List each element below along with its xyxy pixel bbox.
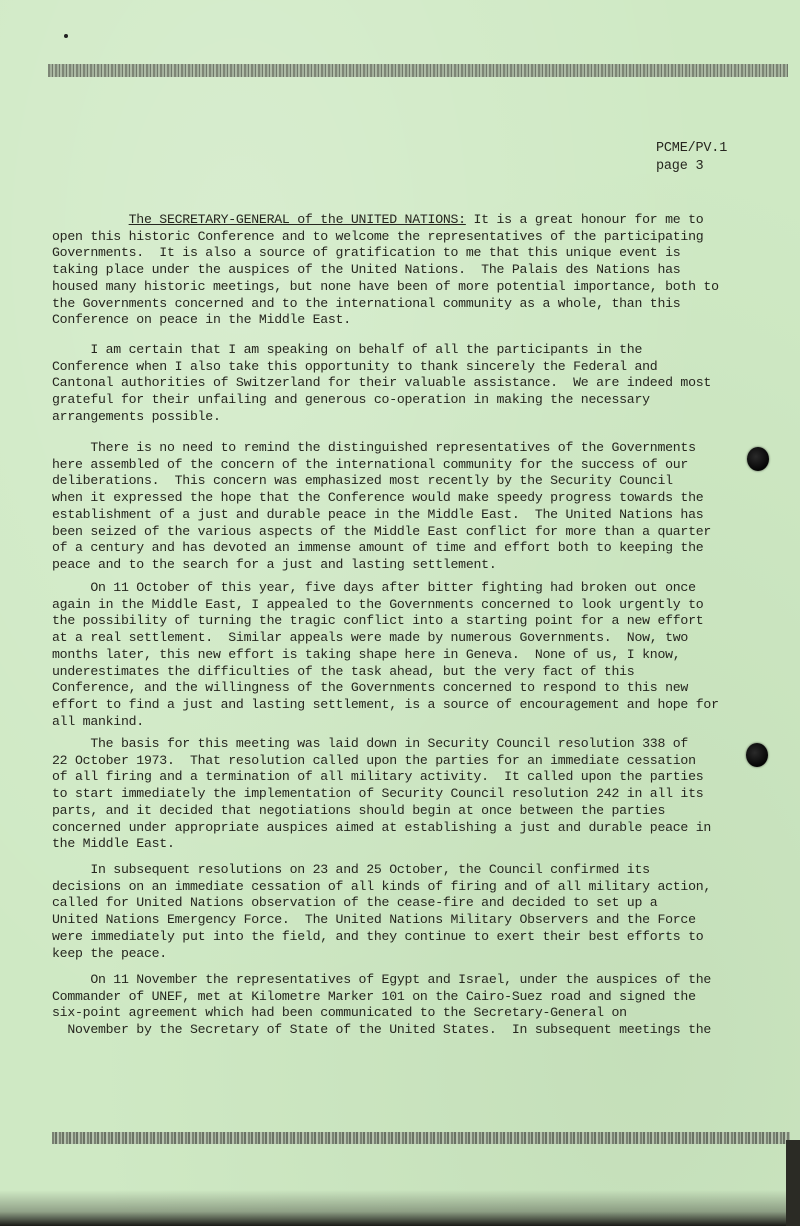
text-line: taking place under the auspices of the United Nations. The Palais des Nations has <box>52 262 681 278</box>
paragraph <box>52 736 711 853</box>
text-line: establishment of a just and durable peace in the Middle East. The United Nations has <box>52 506 704 522</box>
stray-ink-mark <box>64 34 68 38</box>
text-line: the possibility of turning the tragic conflict into a starting point for a new effort <box>52 613 704 629</box>
text-line: underestimates the difficulties of the task ahead, but the very fact of this <box>52 663 635 679</box>
text-line: decisions on an immediate cessation of all kinds of firing and of all military action, <box>52 878 712 894</box>
text-line: effort to find a just and lasting settlement, is a source of encouragement and hope for <box>52 696 719 712</box>
scan-shadow <box>0 1190 800 1226</box>
text-line: here assembled of the concern of the international community for the success of our <box>52 456 689 472</box>
document-reference <box>656 140 727 176</box>
text-line: of a century and has devoted an immense amount of time and effort both to keeping the <box>52 540 704 556</box>
text-line: Conference on peace in the Middle East. <box>52 312 351 328</box>
text-line: six-point agreement which had been communicated to the Secretary-General on <box>52 1005 627 1021</box>
text-line: keep the peace. <box>52 945 167 961</box>
text-line: The basis for this meeting was laid down in Security Council resolution 338 of <box>52 736 689 751</box>
text-line: open this historic Conference and to welcome the representatives of the participating <box>52 228 704 244</box>
paragraph <box>52 212 719 329</box>
text-line: at a real settlement. Similar appeals were made by numerous Governments. Now, two <box>52 630 689 646</box>
text-line: In subsequent resolutions on 23 and 25 October, the Council confirmed its <box>52 862 650 877</box>
text-line: November by the Secretary of State of the United States. In subsequent meetings the <box>52 1022 712 1038</box>
text-line: arrangements possible. <box>52 408 221 424</box>
text-line: when it expressed the hope that the Conference would make speedy progress towards the <box>52 490 704 506</box>
text-line: Governments. It is also a source of gratification to me that this unique event is <box>52 245 681 261</box>
text-line <box>52 212 719 229</box>
text-line: of all firing and a termination of all military activity. It called upon the parties <box>52 769 704 785</box>
text-line: been seized of the various aspects of the Middle East conflict for more than a quarter <box>52 523 712 539</box>
speaker-heading: The SECRETARY-GENERAL of the UNITED NATIONS: <box>128 212 466 227</box>
text-line: On 11 November the representatives of Egypt and Israel, under the auspices of the <box>52 972 712 987</box>
text-line: United Nations Emergency Force. The United Nations Military Observers and the Force <box>52 912 696 928</box>
paragraph <box>52 862 711 962</box>
text-line: concerned under appropriate auspices aimed at establishing a just and durable peace in <box>52 819 712 835</box>
text-line: all mankind. <box>52 713 144 729</box>
text-line: housed many historic meetings, but none have been of more potential importance, both to <box>52 278 719 294</box>
text-line: again in the Middle East, I appealed to the Governments concerned to look urgently to <box>52 596 704 612</box>
text-line: 22 October 1973. That resolution called upon the parties for an immediate cessation <box>52 752 696 768</box>
paragraph <box>52 440 711 574</box>
text-line: On 11 October of this year, five days after bitter fighting had broken out once <box>52 580 696 595</box>
paragraph <box>52 972 711 1039</box>
text-line: called for United Nations observation of the cease-fire and decided to set up a <box>52 895 658 911</box>
text-line: Conference when I also take this opportunity to thank sincerely the Federal and <box>52 358 658 374</box>
text-line: Commander of UNEF, met at Kilometre Marker 101 on the Cairo-Suez road and signed the <box>52 988 696 1004</box>
text-line: Cantonal authorities of Switzerland for their valuable assistance. We are indeed most <box>52 375 712 391</box>
text-line: parts, and it decided that negotiations should begin at once between the parties <box>52 802 666 818</box>
bottom-scan-border <box>52 1132 790 1144</box>
page-number: page 3 <box>656 159 704 174</box>
text-line: There is no need to remind the distinguished representatives of the Governments <box>52 440 696 455</box>
text-line: Conference, and the willingness of the Governments concerned to respond to this new <box>52 680 689 696</box>
text-line: the Governments concerned and to the international community as a whole, than this <box>52 295 681 311</box>
text-line: deliberations. This concern was emphasized most recently by the Security Council <box>52 473 673 489</box>
paragraph <box>52 580 719 730</box>
paragraph <box>52 342 711 426</box>
text-line: months later, this new effort is taking shape here in Geneva. None of us, I know, <box>52 646 681 662</box>
text-line: grateful for their unfailing and generous co-operation in making the necessary <box>52 392 650 408</box>
text-line: I am certain that I am speaking on behalf of all the participants in the <box>52 342 643 357</box>
text-line: peace and to the search for a just and lasting settlement. <box>52 556 497 572</box>
punch-hole <box>746 743 768 767</box>
scan-edge <box>786 1140 800 1226</box>
text-line: were immediately put into the field, and they continue to exert their best efforts to <box>52 928 704 944</box>
text-line-segment: It is a great honour for me to <box>465 212 704 227</box>
text-line: the Middle East. <box>52 836 175 852</box>
document-symbol: PCME/PV.1 <box>656 141 728 156</box>
punch-hole <box>747 447 769 471</box>
top-scan-border <box>48 64 788 77</box>
text-line: to start immediately the implementation of Security Council resolution 242 in all its <box>52 786 704 802</box>
